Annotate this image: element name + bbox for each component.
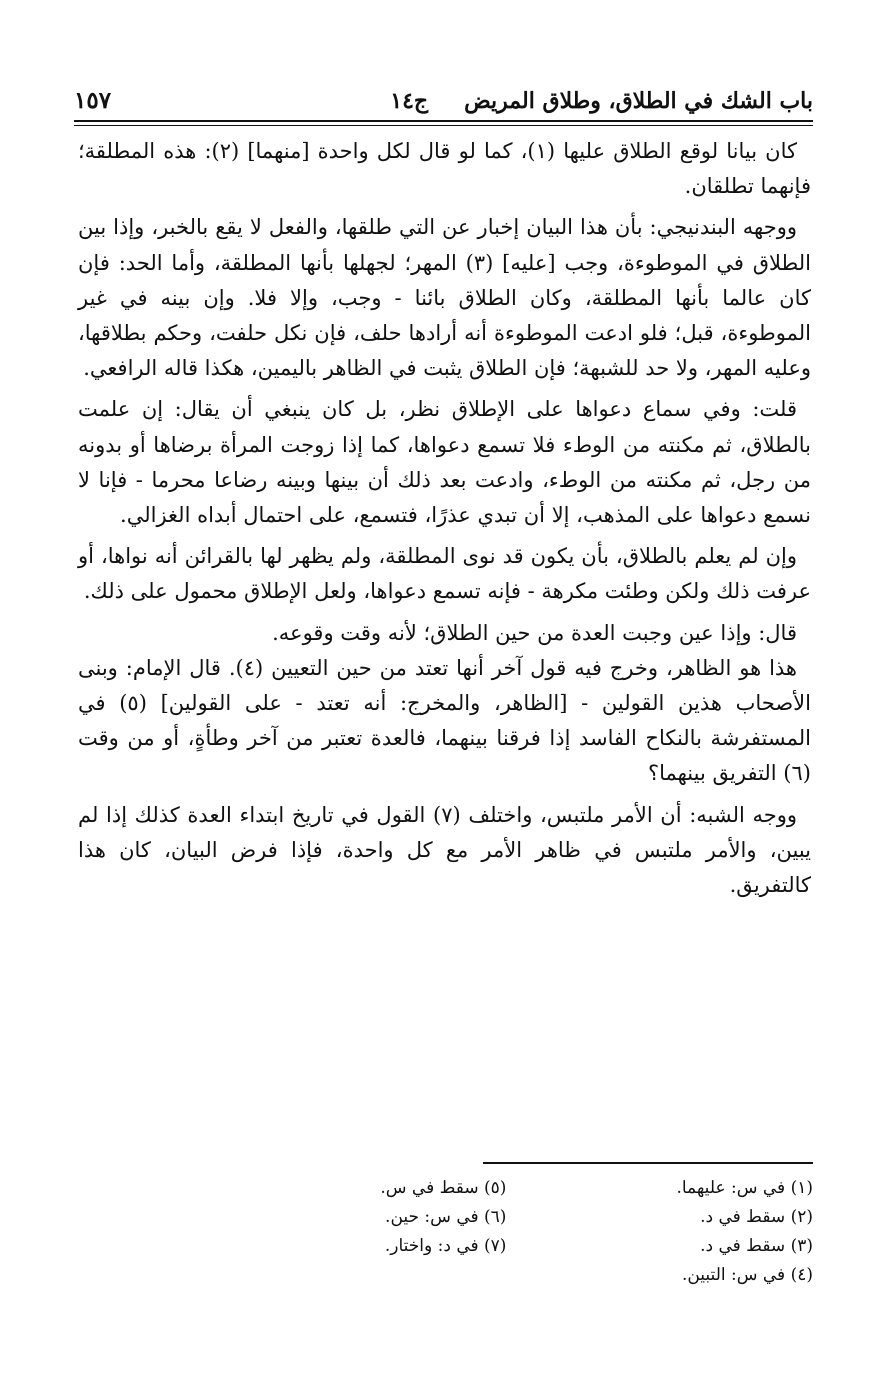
paragraph: ووجه الشبه: أن الأمر ملتبس، واختلف (٧) القول في تاريخ ابتداء العدة كذلك إذا لم يبين، والأمر ملتبس في ظاهر الأمر مع كل واحدة، فإذا فرض البيان، كان هذا كالتفريق. [78, 802, 811, 898]
footnotes [200, 1174, 813, 1290]
paragraph: ووجهه البندنيجي: بأن هذا البيان إخبار عن التي طلقها، والفعل لا يقع بالخبر، وإذا بين الطلاق في الموطوءة، وجب [عليه] (٣) المهر؛ لجهلها بأنها المطلقة، وأما الحد: فإن كان عالما بأنها المطلقة، وكان الطلاق بائنا - وجب، وإلا فلا. وإن بينه في غير الموطوءة، قبل؛ فلو ادعت الموطوءة أنه أرادها حلف، فإن نكل حلفت، وحكم بطلاقها، وعليه المهر، ولا حد للشبهة؛ فإن الطلاق يثبت في الظاهر باليمين، هكذا قاله الرافعي. [78, 215, 811, 381]
footnote: (٦) في س: حين. [385, 1207, 507, 1227]
footnotes-right-column [676, 1174, 813, 1290]
paragraph: قال: وإذا عين وجبت العدة من حين الطلاق؛ لأنه وقت وقوعه. [272, 620, 797, 645]
running-header [74, 74, 813, 114]
volume-label: ج١٤ [390, 88, 429, 114]
page-number: ١٥٧ [74, 87, 112, 114]
header-rule-secondary [74, 125, 813, 126]
paragraph: كان بيانا لوقع الطلاق عليها (١)، كما لو قال لكل واحدة [منهما] (٢): هذه المطلقة؛ فإنهما تطلقان. [78, 139, 811, 199]
paragraph: قلت: وفي سماع دعواها على الإطلاق نظر، بل كان ينبغي أن يقال: إن علمت بالطلاق، ثم مكنته من الوطء فلا تسمع دعواها، كما إذا زوجت المرأة برضاها أو بدونه من رجل، ثم مكنته من الوطء، وادعت بعد ذلك أن بينها وبينه رضاعا محرما - فإنا لا نسمع دعواها على المذهب، إلا أن تبدي عذرًا، فتسمع، على احتمال أبداه الغزالي. [78, 397, 811, 528]
header-title-group [390, 88, 813, 114]
footnote: (٥) سقط في س. [380, 1178, 507, 1198]
paragraph: هذا هو الظاهر، وخرج فيه قول آخر أنها تعتد من حين التعيين (٤). قال الإمام: وبنى الأصحاب هذين القولين - [الظاهر، والمخرج: أنه تعتد - على القولين] (٥) في المستفرشة بالنكاح الفاسد إذا فرقنا بينهما، فالعدة تعتبر من آخر وطأةٍ، أو من وقت (٦) التفريق بينهما؟ [78, 655, 811, 786]
footnote: (٢) سقط في د. [700, 1207, 813, 1227]
footnote: (١) في س: عليهما. [676, 1178, 813, 1198]
footnote: (٣) سقط في د. [700, 1236, 813, 1256]
footnote: (٤) في س: التبين. [681, 1265, 813, 1285]
footnote: (٧) في د: واختار. [384, 1236, 507, 1256]
body-text [78, 134, 811, 909]
footnotes-left-column [380, 1174, 506, 1290]
chapter-title: باب الشك في الطلاق، وطلاق المريض [464, 88, 813, 114]
footnote-rule [483, 1162, 813, 1164]
header-rule [74, 120, 813, 122]
paragraph: وإن لم يعلم بالطلاق، بأن يكون قد نوى المطلقة، ولم يظهر لها بالقرائن أنه نواها، أو عرفت ذلك ولكن وطئت مكرهة - فإنه تسمع دعواها، ولعل الإطلاق محمول على ذلك. [78, 544, 811, 604]
